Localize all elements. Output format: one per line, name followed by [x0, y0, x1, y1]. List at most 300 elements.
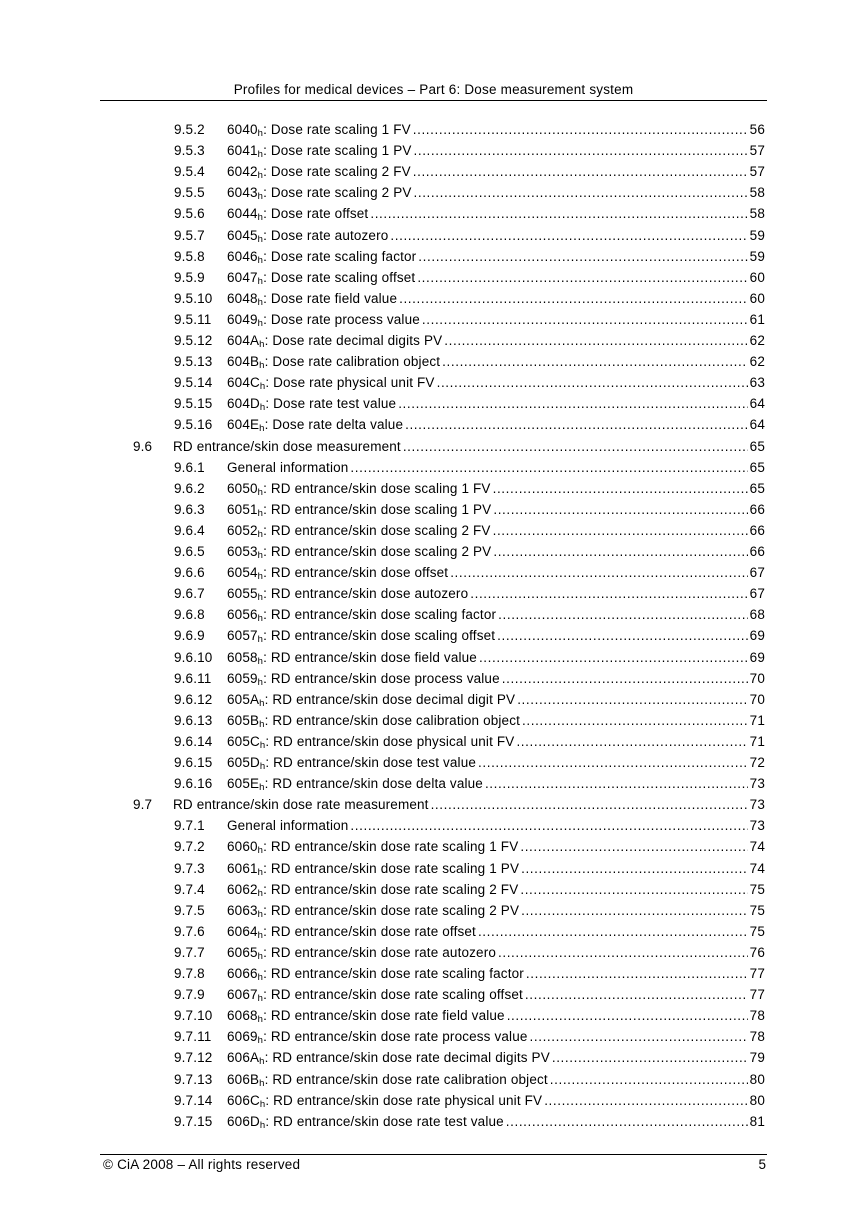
toc-entry[interactable]	[174, 755, 765, 776]
toc-entry[interactable]	[174, 565, 765, 586]
toc-entry-text: : RD entrance/skin dose decimal digit PV	[264, 691, 516, 707]
toc-entry-text: : RD entrance/skin dose rate scaling 2 PV	[263, 902, 520, 918]
toc-entry-text: General information	[227, 459, 349, 475]
toc-entry-title	[227, 481, 491, 496]
toc-entry-code: 6046	[227, 248, 258, 264]
toc-entry-code: 606D	[227, 1113, 260, 1129]
toc-entry-number: 9.6.11	[174, 670, 212, 686]
toc-entry[interactable]	[133, 797, 765, 818]
toc-entry-page: 57	[749, 164, 765, 180]
toc-entry-code-suffix: h	[259, 782, 265, 794]
toc-entry[interactable]	[174, 396, 765, 417]
toc-entry-code-suffix: h	[257, 676, 264, 688]
toc-entry-code: 604E	[227, 417, 260, 433]
toc-entry-title	[227, 270, 415, 285]
toc-entry-code: 6068	[227, 1008, 258, 1024]
toc-entry-page: 71	[749, 712, 765, 728]
toc-entry-page: 71	[749, 733, 765, 749]
toc-entry-code: 605B	[227, 712, 260, 728]
toc-entry-page: 75	[749, 923, 765, 939]
toc-entry-number: 9.6.12	[174, 691, 213, 707]
toc-entry-text: : Dose rate offset	[263, 206, 369, 222]
toc-entry[interactable]	[174, 839, 765, 860]
toc-entry-number: 9.5.11	[174, 311, 212, 327]
toc-entry-page: 58	[749, 206, 765, 222]
toc-entry-number: 9.6.5	[174, 544, 205, 559]
toc-entry-text: : RD entrance/skin dose rate test value	[265, 1113, 504, 1129]
toc-entry-page: 74	[749, 860, 765, 876]
toc-entry-page: 74	[749, 839, 765, 855]
toc-entry[interactable]	[174, 713, 765, 734]
toc-dot-leader	[417, 270, 747, 285]
toc-entry-code: 6057	[227, 628, 258, 644]
toc-entry-code-suffix: h	[259, 381, 266, 393]
toc-entry-code-suffix: h	[257, 1014, 264, 1026]
toc-entry-code: 6061	[227, 860, 258, 876]
toc-entry[interactable]	[174, 249, 765, 270]
toc-entry[interactable]	[174, 1093, 765, 1114]
toc-entry[interactable]	[174, 481, 765, 502]
toc-entry-text: : RD entrance/skin dose process value	[263, 670, 500, 686]
toc-dot-leader	[517, 692, 747, 707]
toc-entry-page: 69	[749, 628, 765, 644]
toc-entry-text: : RD entrance/skin dose autozero	[263, 586, 469, 602]
toc-entry-code: 6063	[227, 902, 258, 918]
toc-entry-title	[227, 1008, 505, 1026]
toc-dot-leader	[493, 502, 747, 517]
toc-entry-code: 606B	[227, 1071, 260, 1087]
toc-dot-leader	[444, 333, 747, 348]
toc-entry-page: 73	[749, 797, 765, 813]
toc-entry-title	[227, 1029, 528, 1047]
toc-entry-text: : RD entrance/skin dose scaling 2 FV	[263, 522, 491, 538]
toc-entry[interactable]	[174, 544, 765, 565]
toc-entry-title	[227, 396, 397, 414]
toc-entry-text: : RD entrance/skin dose rate scaling 1 FV	[263, 839, 519, 855]
toc-entry-title	[227, 565, 449, 583]
toc-entry-number: 9.6.2	[174, 480, 205, 496]
toc-entry-page: 61	[749, 311, 765, 327]
toc-entry[interactable]	[174, 185, 765, 206]
toc-entry-number: 9.7.7	[174, 944, 205, 960]
toc-entry-page: 79	[749, 1050, 765, 1066]
toc-entry-code-suffix: h	[257, 212, 264, 224]
toc-entry-title	[227, 354, 441, 372]
toc-entry[interactable]	[174, 206, 765, 227]
toc-entry-text: : Dose rate field value	[263, 290, 398, 306]
toc-entry-code: 604A	[227, 333, 260, 348]
toc-entry-title	[227, 523, 491, 538]
toc-entry-code-suffix: h	[257, 550, 264, 561]
toc-entry-code-suffix: h	[259, 739, 266, 751]
toc-entry[interactable]	[174, 1114, 765, 1135]
toc-dot-leader	[470, 586, 747, 601]
toc-entry-text: : Dose rate calibration object	[264, 354, 441, 370]
toc-entry[interactable]	[174, 924, 765, 945]
toc-entry-text: : RD entrance/skin dose rate scaling 2 FV	[263, 881, 519, 897]
toc-entry-code: 6052	[227, 522, 258, 538]
toc-entry-title	[227, 206, 369, 224]
toc-entry-title	[227, 1114, 504, 1129]
toc-dot-leader	[550, 1072, 748, 1087]
toc-entry-number: 9.6.4	[174, 522, 205, 538]
toc-entry[interactable]	[174, 987, 765, 1008]
toc-entry-code: 6050	[227, 480, 258, 496]
toc-entry-code: 6042	[227, 164, 258, 180]
toc-entry-code-suffix: h	[259, 339, 265, 350]
toc-entry-code-suffix: h	[257, 233, 264, 245]
toc-entry-number: 9.7.5	[174, 902, 205, 918]
toc-entry[interactable]	[174, 312, 765, 333]
toc-entry-number: 9.7.8	[174, 966, 205, 981]
toc-entry[interactable]	[174, 354, 765, 375]
toc-dot-leader	[530, 1029, 748, 1044]
toc-entry[interactable]	[174, 945, 765, 966]
toc-dot-leader	[520, 839, 747, 854]
toc-entry-page: 65	[749, 459, 765, 475]
toc-entry-title	[227, 861, 519, 876]
toc-entry-number: 9.5.15	[174, 396, 213, 412]
toc-entry-title	[227, 692, 515, 707]
toc-entry-code-suffix: h	[257, 571, 264, 583]
toc-entry[interactable]	[174, 333, 765, 354]
toc-entry-code: 6054	[227, 565, 258, 581]
toc-entry-title	[227, 776, 483, 794]
toc-entry-title	[227, 249, 416, 264]
toc-entry-title	[227, 650, 477, 665]
toc-dot-leader	[493, 544, 747, 559]
toc-entry-page: 66	[749, 544, 765, 559]
toc-entry-code: 6065	[227, 944, 258, 960]
toc-entry-title	[227, 987, 523, 1005]
toc-entry[interactable]	[174, 1050, 765, 1071]
toc-entry[interactable]	[174, 966, 765, 987]
toc-dot-leader	[390, 228, 747, 243]
toc-entry-title	[227, 312, 420, 327]
toc-entry-page: 65	[749, 480, 765, 496]
toc-entry-page: 80	[749, 1092, 765, 1108]
toc-entry-text: : RD entrance/skin dose rate offset	[263, 923, 476, 939]
toc-entry-code-suffix: h	[257, 993, 264, 1005]
toc-entry-title	[227, 628, 496, 646]
toc-entry-text: : RD entrance/skin dose rate calibration object	[264, 1071, 548, 1087]
toc-entry-page: 60	[749, 269, 765, 285]
toc-entry-text: : RD entrance/skin dose calibration object	[264, 712, 521, 728]
toc-dot-leader	[403, 439, 748, 454]
toc-entry[interactable]	[174, 903, 765, 924]
toc-entry-code-suffix: h	[259, 761, 266, 772]
toc-entry-code: 6056	[227, 607, 258, 623]
toc-entry-code-suffix: h	[257, 1035, 264, 1047]
toc-entry-number: 9.7.14	[174, 1092, 213, 1108]
toc-entry-code-suffix: h	[257, 655, 264, 667]
toc-entry-text: : RD entrance/skin dose offset	[263, 565, 449, 581]
toc-entry[interactable]	[174, 671, 765, 692]
toc-entry-number: 9.7	[133, 797, 153, 813]
toc-dot-leader	[422, 312, 748, 327]
toc-entry-code-suffix: h	[257, 950, 264, 962]
toc-entry-title	[227, 417, 404, 435]
toc-entry-code: 6040	[227, 122, 258, 137]
toc-entry[interactable]	[174, 628, 765, 649]
toc-entry-title	[227, 1050, 550, 1068]
toc-entry-number: 9.7.10	[174, 1008, 213, 1024]
toc-dot-leader	[431, 797, 748, 812]
toc-entry[interactable]	[174, 143, 765, 164]
toc-entry-code-suffix: h	[257, 972, 264, 983]
toc-entry-text: : Dose rate test value	[265, 396, 397, 412]
toc-entry[interactable]	[174, 818, 765, 839]
toc-entry-page: 59	[749, 227, 765, 243]
toc-entry[interactable]	[174, 586, 765, 607]
toc-entry[interactable]	[174, 650, 765, 671]
toc-entry-code-suffix: h	[257, 845, 264, 857]
toc-entry-code-suffix: h	[257, 634, 264, 646]
toc-entry-text: : Dose rate scaling factor	[263, 248, 417, 264]
toc-entry-title	[227, 544, 491, 559]
toc-entry-page: 64	[749, 396, 765, 412]
toc-entry-number: 9.5.3	[174, 143, 205, 159]
toc-entry-text: : RD entrance/skin dose rate decimal digits PV	[264, 1050, 550, 1066]
toc-entry[interactable]	[174, 692, 765, 713]
toc-entry-title	[227, 291, 397, 306]
toc-entry-code-suffix: h	[259, 1056, 265, 1068]
toc-entry-title	[227, 966, 524, 981]
toc-entry-title	[173, 797, 429, 812]
toc-dot-leader	[521, 903, 748, 918]
toc-entry-page: 76	[749, 944, 765, 960]
toc-entry[interactable]	[174, 607, 765, 628]
toc-entry-text: : Dose rate process value	[263, 311, 420, 327]
toc-entry-code-suffix: h	[259, 718, 265, 730]
toc-entry-page: 77	[749, 966, 765, 981]
toc-entry-page: 58	[749, 185, 765, 201]
toc-entry-title	[227, 143, 412, 161]
toc-entry-title	[227, 333, 442, 348]
toc-dot-leader	[525, 987, 748, 1002]
toc-entry-text: : RD entrance/skin dose physical unit FV	[265, 733, 515, 749]
toc-dot-leader	[370, 206, 747, 221]
toc-entry-page: 62	[749, 354, 765, 370]
toc-entry-number: 9.7.11	[174, 1029, 212, 1045]
toc-entry-title	[227, 502, 491, 517]
toc-entry[interactable]	[174, 502, 765, 523]
toc-entry-title	[227, 375, 435, 393]
toc-entry-title	[227, 122, 411, 137]
toc-entry-code: 6069	[227, 1029, 258, 1045]
toc-entry-code: 606C	[227, 1092, 260, 1108]
toc-entry[interactable]	[174, 270, 765, 291]
toc-dot-leader	[493, 523, 748, 538]
toc-entry-page: 72	[749, 755, 765, 770]
toc-entry-code-suffix: h	[257, 275, 264, 287]
toc-entry-code: 6062	[227, 881, 258, 897]
toc-entry-page: 65	[749, 438, 765, 454]
toc-entry-page: 68	[749, 607, 765, 623]
toc-entry-code-suffix: h	[259, 402, 266, 414]
toc-entry-code-suffix: h	[257, 929, 264, 941]
toc-entry-text: : RD entrance/skin dose rate field value	[263, 1008, 505, 1024]
toc-entry[interactable]	[174, 861, 765, 882]
toc-entry-code: 6055	[227, 586, 258, 602]
toc-entry[interactable]	[174, 1029, 765, 1050]
toc-entry[interactable]	[174, 291, 765, 312]
toc-entry-text: : RD entrance/skin dose test value	[265, 755, 477, 770]
toc-entry-code: 604C	[227, 375, 260, 391]
toc-dot-leader	[437, 375, 748, 390]
toc-entry-code-suffix: h	[257, 170, 264, 182]
toc-entry-number: 9.5.4	[174, 164, 205, 180]
toc-entry-title	[227, 607, 497, 625]
toc-entry-number: 9.7.3	[174, 860, 205, 876]
toc-entry-title	[227, 924, 476, 939]
toc-entry-text: RD entrance/skin dose rate measurement	[173, 797, 429, 813]
toc-entry[interactable]	[174, 523, 765, 544]
toc-entry-number: 9.5.14	[174, 375, 213, 391]
toc-entry-title	[227, 164, 411, 182]
toc-entry[interactable]	[174, 228, 765, 249]
toc-entry[interactable]	[174, 1072, 765, 1093]
toc-entry-number: 9.6.6	[174, 565, 205, 581]
toc-dot-leader	[493, 481, 748, 496]
toc-entry-page: 80	[749, 1071, 765, 1087]
toc-dot-leader	[526, 966, 748, 981]
toc-dot-leader	[498, 607, 748, 622]
toc-entry-code-suffix: h	[257, 887, 264, 899]
toc-entry-code-suffix: h	[257, 149, 264, 161]
toc-entry-code-suffix: h	[259, 697, 265, 709]
toc-entry-number: 9.6.8	[174, 607, 205, 623]
toc-entry-page: 78	[749, 1029, 765, 1045]
toc-entry-title	[227, 671, 500, 686]
toc-entry-number: 9.7.4	[174, 881, 205, 897]
toc-entry-title	[227, 755, 476, 770]
toc-entry-page: 64	[749, 417, 765, 433]
toc-entry-title	[227, 185, 412, 203]
toc-entry-code: 604B	[227, 354, 260, 370]
toc-entry-code: 6043	[227, 185, 258, 201]
toc-entry-code: 605D	[227, 755, 260, 770]
toc-entry-code-suffix: h	[257, 866, 264, 878]
toc-entry-page: 70	[749, 691, 765, 707]
toc-entry-page: 63	[749, 375, 765, 391]
toc-entry-code: 604D	[227, 396, 260, 412]
toc-dot-leader	[350, 818, 747, 833]
toc-entry-text: : Dose rate scaling offset	[263, 269, 416, 285]
toc-entry-code-suffix: h	[257, 528, 264, 540]
toc-entry-number: 9.7.15	[174, 1113, 213, 1129]
toc-dot-leader	[442, 354, 748, 369]
toc-entry-code: 6053	[227, 544, 258, 559]
toc-entry-code-suffix: h	[257, 191, 264, 203]
toc-entry[interactable]	[174, 1008, 765, 1029]
toc-entry-number: 9.7.1	[174, 818, 205, 834]
toc-entry-code: 6064	[227, 923, 258, 939]
toc-entry-page: 78	[749, 1008, 765, 1024]
toc-entry-code-suffix: h	[257, 507, 264, 519]
toc-entry[interactable]	[174, 882, 765, 903]
toc-dot-leader	[507, 1008, 748, 1023]
toc-entry-text: : Dose rate scaling 1 FV	[263, 122, 411, 137]
toc-entry[interactable]	[174, 460, 765, 481]
toc-entry-title	[227, 734, 514, 749]
toc-dot-leader	[502, 671, 748, 686]
toc-entry-code: 6045	[227, 227, 258, 243]
toc-entry-number: 9.5.9	[174, 269, 205, 285]
toc-entry-number: 9.6.16	[174, 776, 213, 792]
toc-entry-title	[227, 839, 519, 857]
toc-entry-title	[227, 460, 348, 475]
toc-entry-page: 75	[749, 902, 765, 918]
toc-entry-code: 605C	[227, 733, 260, 749]
toc-entry-code-suffix: h	[259, 1098, 266, 1110]
toc-dot-leader	[398, 396, 747, 411]
toc-entry[interactable]	[133, 439, 765, 460]
toc-entry[interactable]	[174, 776, 765, 797]
toc-entry-text: : Dose rate decimal digits PV	[264, 333, 443, 348]
toc-entry-page: 75	[749, 881, 765, 897]
toc-entry-code-suffix: h	[259, 1119, 266, 1131]
footer-divider	[100, 1154, 767, 1155]
toc-entry-code: 6058	[227, 649, 258, 665]
toc-entry[interactable]	[174, 164, 765, 185]
toc-entry-page: 57	[749, 143, 765, 159]
toc-dot-leader	[516, 734, 747, 749]
toc-entry-number: 9.5.2	[174, 122, 205, 137]
toc-entry-number: 9.6.10	[174, 649, 213, 665]
toc-entry-code: 6049	[227, 311, 258, 327]
toc-entry-title	[227, 945, 496, 960]
toc-entry-code-suffix: h	[257, 254, 264, 266]
toc-entry[interactable]	[174, 375, 765, 396]
toc-entry-number: 9.7.6	[174, 923, 205, 939]
toc-dot-leader	[522, 713, 748, 728]
toc-entry-text: : Dose rate scaling 1 PV	[263, 143, 412, 159]
toc-entry-number: 9.5.8	[174, 248, 205, 264]
toc-entry-page: 66	[749, 522, 765, 538]
toc-entry-number: 9.6.7	[174, 586, 205, 602]
toc-entry-code: 6067	[227, 987, 258, 1003]
toc-dot-leader	[414, 185, 748, 200]
toc-entry-code: 6048	[227, 290, 258, 306]
footer-page-number: 5	[758, 1157, 766, 1172]
toc-dot-leader	[485, 776, 748, 791]
footer-copyright: © CiA 2008 – All rights reserved	[103, 1157, 301, 1172]
toc-entry-page: 60	[749, 290, 765, 306]
toc-entry-number: 9.5.10	[174, 290, 213, 306]
toc-entry[interactable]	[174, 122, 765, 143]
toc-dot-leader	[478, 755, 748, 770]
toc-entry-code-suffix: h	[257, 908, 264, 920]
toc-entry-code: 605E	[227, 776, 260, 792]
toc-dot-leader	[478, 924, 748, 939]
toc-entry-page: 81	[749, 1113, 765, 1129]
toc-entry-page: 69	[749, 649, 765, 665]
toc-entry-number: 9.6.13	[174, 712, 213, 728]
toc-entry-number: 9.6.14	[174, 733, 213, 749]
toc-entry[interactable]	[174, 417, 765, 438]
toc-entry-page: 77	[749, 987, 765, 1003]
toc-entry-code: 6060	[227, 839, 258, 855]
toc-entry-code: 6047	[227, 269, 258, 285]
toc-entry-code: 6041	[227, 143, 258, 159]
toc-entry-title	[227, 586, 469, 604]
toc-entry[interactable]	[174, 734, 765, 755]
toc-entry-code-suffix: h	[259, 1077, 265, 1089]
toc-entry-title	[227, 818, 348, 833]
toc-entry-text: : RD entrance/skin dose scaling 1 PV	[263, 501, 492, 517]
toc-entry-text: : RD entrance/skin dose delta value	[264, 776, 483, 792]
